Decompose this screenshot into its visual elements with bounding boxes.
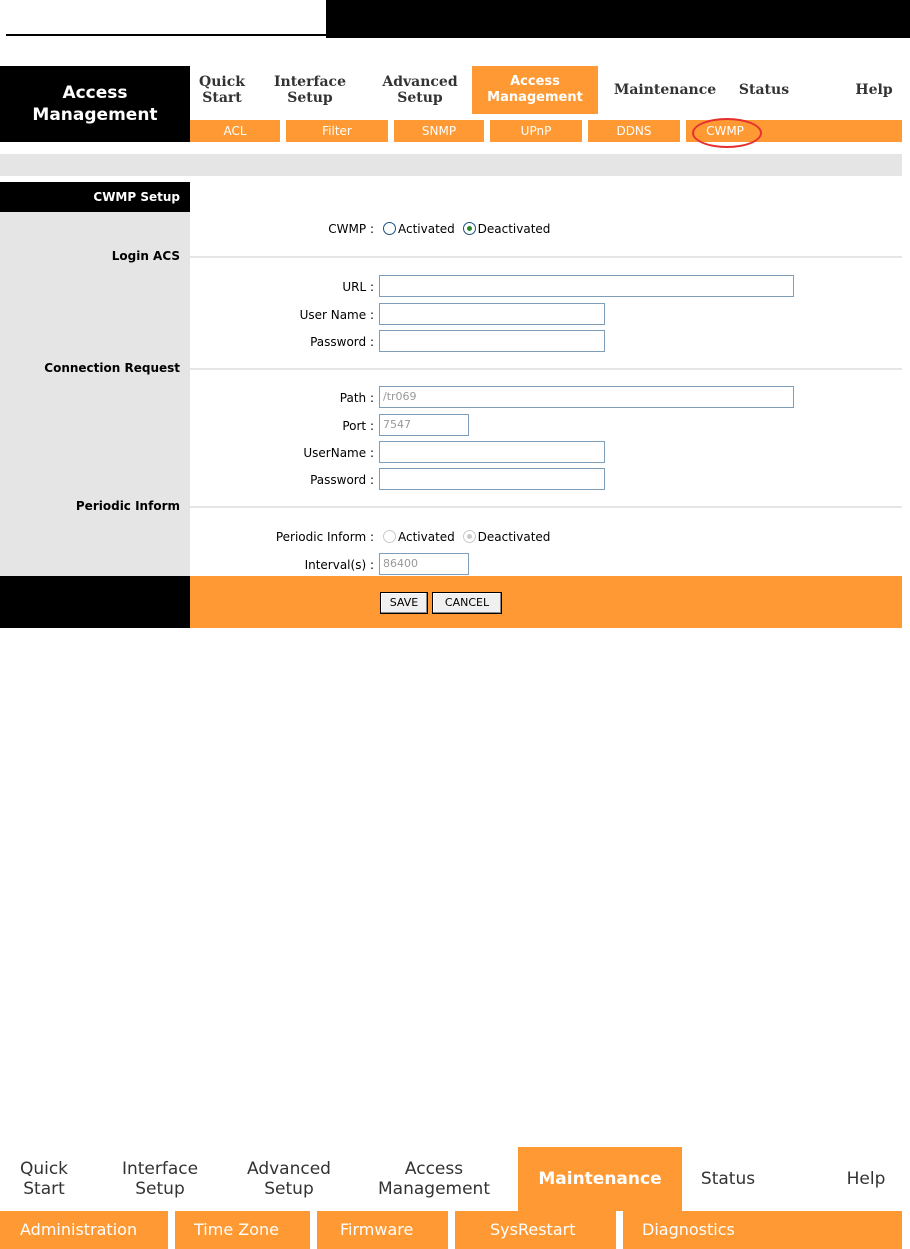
periodic-activated-radio[interactable] (383, 530, 396, 543)
subnav-cwmp[interactable]: CWMP (706, 124, 744, 138)
subnav-filter[interactable]: Filter (322, 124, 352, 138)
tab-help[interactable] (850, 66, 898, 114)
brand-line-1: Access (62, 83, 128, 103)
section-divider (190, 506, 902, 508)
section-divider (190, 368, 902, 370)
tab-label: Interface (273, 74, 346, 90)
page-header-bar (326, 0, 910, 38)
radio-label: Activated (398, 221, 455, 236)
password-input[interactable] (379, 330, 605, 352)
tab-label: Status (738, 82, 790, 98)
tab-label: Management (378, 1179, 490, 1199)
cwmp-deactivated-radio[interactable] (463, 222, 476, 235)
tab-quick-start[interactable] (192, 66, 252, 114)
cwmp-radio-group (383, 221, 554, 236)
top-nav (190, 66, 902, 114)
tab-label: Setup (287, 90, 333, 106)
tab-label: Access (404, 1159, 464, 1179)
tab-label: Quick (199, 74, 245, 90)
subnav-separator (448, 1211, 455, 1249)
cwmp-highlight-circle (692, 118, 762, 148)
section-title: CWMP Setup (0, 182, 190, 212)
subnav-firmware[interactable]: Firmware (340, 1220, 414, 1239)
tab-interface-setup[interactable] (110, 1147, 210, 1211)
subnav-snmp[interactable]: SNMP (421, 124, 457, 138)
cr-username-input[interactable] (379, 441, 605, 463)
maintenance-sub-nav (0, 1211, 902, 1249)
connection-request-title: Connection Request (44, 361, 180, 375)
periodic-inform-label: Periodic Inform : (275, 530, 374, 544)
brand-line-2: Management (32, 105, 158, 125)
subnav-separator (168, 1211, 175, 1249)
tab-label: Help (855, 82, 893, 98)
footer-bar (190, 576, 902, 628)
tab-label: Advanced (382, 74, 458, 90)
tab-access-management[interactable] (364, 1147, 504, 1211)
tab-interface-setup[interactable] (270, 66, 350, 114)
path-input[interactable]: /tr069 (379, 386, 794, 408)
tab-label: Maintenance (538, 1169, 662, 1189)
port-input[interactable]: 7547 (379, 414, 469, 436)
footer-left (0, 576, 190, 628)
router-ui-cwmp (0, 66, 902, 628)
periodic-deactivated-radio[interactable] (463, 530, 476, 543)
tab-label: Setup (397, 90, 443, 106)
subnav-acl[interactable]: ACL (223, 124, 247, 138)
section-divider (190, 256, 902, 258)
subnav-separator (616, 1211, 623, 1249)
tab-quick-start[interactable] (14, 1147, 74, 1211)
path-label: Path : (339, 391, 374, 405)
tab-label: Status (700, 1169, 756, 1189)
interval-label: Interval(s) : (304, 558, 374, 572)
url-input[interactable] (379, 275, 794, 297)
subnav-diagnostics[interactable]: Diagnostics (642, 1220, 735, 1239)
sub-nav (190, 120, 902, 142)
subnav-separator (310, 1211, 317, 1249)
tab-advanced-setup[interactable] (234, 1147, 344, 1211)
port-label: Port : (342, 419, 374, 433)
url-label: URL : (342, 280, 374, 294)
tab-label: Start (202, 90, 242, 106)
maintenance-nav (0, 1147, 910, 1249)
cancel-button[interactable]: CANCEL (432, 592, 502, 614)
save-button[interactable]: SAVE (380, 592, 428, 614)
radio-label: Deactivated (477, 221, 551, 236)
tab-help[interactable] (840, 1147, 892, 1211)
password-label: Password : (310, 335, 374, 349)
tab-maintenance[interactable] (518, 1147, 682, 1211)
tab-label: Access (510, 74, 560, 89)
tab-label: Help (846, 1169, 886, 1189)
tab-label: Setup (264, 1179, 314, 1199)
username-input[interactable] (379, 303, 605, 325)
cwmp-label: CWMP : (328, 222, 374, 236)
subnav-time-zone[interactable]: Time Zone (194, 1220, 279, 1239)
tab-label: Advanced (247, 1159, 331, 1179)
content-top-bar (0, 154, 902, 176)
tab-label: Interface (121, 1159, 199, 1179)
tab-access-management[interactable] (472, 66, 598, 114)
cr-username-label: UserName : (303, 446, 374, 460)
interval-input[interactable]: 86400 (379, 553, 469, 575)
tab-maintenance[interactable] (610, 66, 720, 114)
section-brand (0, 66, 190, 142)
cwmp-activated-radio[interactable] (383, 222, 396, 235)
left-column (0, 182, 190, 576)
login-acs-title: Login ACS (111, 249, 180, 263)
radio-label: Activated (398, 529, 455, 544)
tab-label: Maintenance (613, 82, 717, 98)
subnav-upnp[interactable]: UPnP (520, 124, 552, 138)
username-label: User Name : (299, 308, 374, 322)
tab-label: Quick (19, 1159, 69, 1179)
cr-password-label: Password : (310, 473, 374, 487)
tab-label: Management (487, 90, 583, 105)
radio-label: Deactivated (477, 529, 551, 544)
tab-status[interactable] (734, 66, 794, 114)
subnav-sysrestart[interactable]: SysRestart (490, 1220, 576, 1239)
tab-advanced-setup[interactable] (372, 66, 468, 114)
page-header-rule (6, 34, 326, 36)
tab-label: Start (23, 1179, 65, 1199)
periodic-inform-title: Periodic Inform (75, 499, 180, 513)
periodic-inform-radio-group (383, 529, 554, 544)
tab-status[interactable] (692, 1147, 764, 1211)
subnav-ddns[interactable]: DDNS (616, 124, 652, 138)
cr-password-input[interactable] (379, 468, 605, 490)
subnav-administration[interactable]: Administration (20, 1220, 138, 1239)
tab-label: Setup (135, 1179, 185, 1199)
